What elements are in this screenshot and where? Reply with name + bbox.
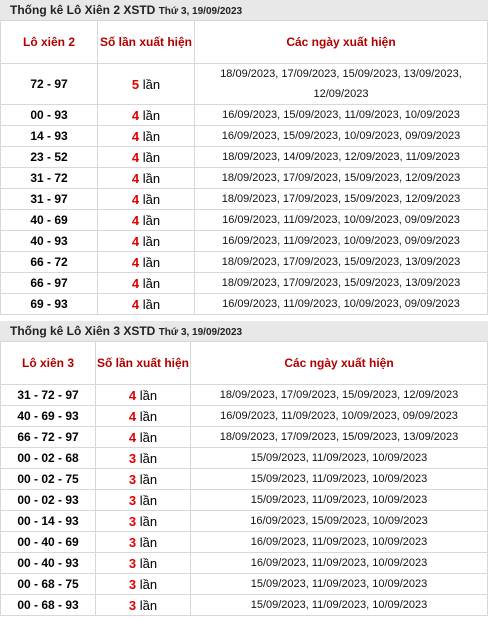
count-number: 4 [128,408,137,424]
section-xien3 [0,321,488,616]
pair-cell: 00 - 02 - 93 [1,490,96,511]
table-xien3 [0,341,488,616]
table-row [1,168,488,189]
count-cell [96,553,191,574]
count-unit: lần [139,555,158,571]
count-number: 3 [128,576,137,592]
count-unit: lần [139,534,158,550]
count-unit: lần [139,597,158,613]
dates-cell: 18/09/2023, 17/09/2023, 15/09/2023, 12/09/2023 [195,168,488,189]
count-number: 4 [131,275,140,291]
header-count: Số lần xuất hiện [96,342,191,385]
pair-cell: 14 - 93 [1,126,98,147]
pair-cell: 40 - 93 [1,231,98,252]
dates-cell: 15/09/2023, 11/09/2023, 10/09/2023 [191,595,488,616]
dates-cell: 16/09/2023, 11/09/2023, 10/09/2023, 09/09/2023 [195,294,488,315]
table-row [1,385,488,406]
count-number: 4 [131,149,140,165]
dates-cell: 15/09/2023, 11/09/2023, 10/09/2023 [191,574,488,595]
dates-cell: 18/09/2023, 17/09/2023, 15/09/2023, 12/09/2023 [191,385,488,406]
table-xien2 [0,20,488,315]
pair-cell: 40 - 69 - 93 [1,406,96,427]
count-cell [96,469,191,490]
pair-cell: 00 - 40 - 69 [1,532,96,553]
pair-cell: 69 - 93 [1,294,98,315]
count-unit: lần [142,149,161,165]
count-unit: lần [142,212,161,228]
section-title-text: Thống kê Lô Xiên 3 XSTD [10,324,156,338]
count-unit: lần [139,513,158,529]
table-row [1,210,488,231]
dates-cell: 16/09/2023, 15/09/2023, 10/09/2023, 09/09/2023 [195,126,488,147]
dates-cell: 18/09/2023, 17/09/2023, 15/09/2023, 12/09/2023 [195,189,488,210]
count-unit: lần [142,191,161,207]
count-number: 4 [131,296,140,312]
count-number: 3 [128,471,137,487]
pair-cell: 00 - 93 [1,105,98,126]
dates-cell: 18/09/2023, 17/09/2023, 15/09/2023, 13/09/2023, 12/09/2023 [195,64,488,105]
count-cell [98,168,195,189]
count-cell [98,147,195,168]
dates-cell: 18/09/2023, 17/09/2023, 15/09/2023, 13/09/2023 [191,427,488,448]
count-unit: lần [142,254,161,270]
table-row [1,595,488,616]
dates-cell: 15/09/2023, 11/09/2023, 10/09/2023 [191,469,488,490]
table-row [1,448,488,469]
count-unit: lần [139,471,158,487]
count-unit: lần [142,76,161,92]
pair-cell: 66 - 72 - 97 [1,427,96,448]
count-number: 4 [128,387,137,403]
count-unit: lần [139,408,158,424]
count-number: 3 [128,597,137,613]
pair-cell: 00 - 02 - 68 [1,448,96,469]
table-row [1,252,488,273]
table-row [1,273,488,294]
count-cell [96,532,191,553]
count-number: 4 [131,212,140,228]
header-pair: Lô xiên 2 [1,21,98,64]
pair-cell: 00 - 14 - 93 [1,511,96,532]
dates-cell: 15/09/2023, 11/09/2023, 10/09/2023 [191,448,488,469]
table-row [1,105,488,126]
pair-cell: 00 - 68 - 93 [1,595,96,616]
table-row [1,406,488,427]
count-cell [98,105,195,126]
count-cell [96,448,191,469]
count-cell [96,385,191,406]
pair-cell: 66 - 72 [1,252,98,273]
header-pair: Lô xiên 3 [1,342,96,385]
count-number: 5 [131,76,140,92]
count-number: 4 [131,254,140,270]
table-row [1,532,488,553]
pair-cell: 23 - 52 [1,147,98,168]
count-cell [98,252,195,273]
dates-cell: 16/09/2023, 11/09/2023, 10/09/2023, 09/09/2023 [195,210,488,231]
count-unit: lần [139,450,158,466]
dates-cell: 16/09/2023, 11/09/2023, 10/09/2023 [191,532,488,553]
count-cell [98,231,195,252]
count-number: 3 [128,555,137,571]
count-unit: lần [139,576,158,592]
count-unit: lần [142,128,161,144]
table-row [1,231,488,252]
table-row [1,553,488,574]
count-unit: lần [142,233,161,249]
count-unit: lần [139,429,158,445]
count-number: 4 [131,170,140,186]
count-cell [96,427,191,448]
pair-cell: 31 - 97 [1,189,98,210]
dates-cell: 16/09/2023, 15/09/2023, 11/09/2023, 10/09/2023 [195,105,488,126]
count-cell [96,490,191,511]
pair-cell: 31 - 72 [1,168,98,189]
header-count: Số lần xuất hiện [98,21,195,64]
count-number: 3 [128,534,137,550]
count-number: 3 [128,450,137,466]
count-number: 3 [128,513,137,529]
pair-cell: 72 - 97 [1,64,98,105]
count-number: 4 [131,191,140,207]
count-cell [96,595,191,616]
count-number: 4 [131,128,140,144]
section-title-text: Thống kê Lô Xiên 2 XSTD [10,3,156,17]
section-subtitle: Thứ 3, 19/09/2023 [158,6,243,17]
count-number: 4 [128,429,137,445]
count-unit: lần [142,275,161,291]
section-subtitle: Thứ 3, 19/09/2023 [158,327,243,338]
table-row [1,490,488,511]
dates-cell: 16/09/2023, 11/09/2023, 10/09/2023 [191,553,488,574]
count-cell [98,273,195,294]
dates-cell: 16/09/2023, 11/09/2023, 10/09/2023, 09/09/2023 [195,231,488,252]
count-unit: lần [139,492,158,508]
count-cell [98,126,195,147]
table-row [1,511,488,532]
pair-cell: 66 - 97 [1,273,98,294]
pair-cell: 00 - 40 - 93 [1,553,96,574]
dates-cell: 16/09/2023, 15/09/2023, 10/09/2023 [191,511,488,532]
dates-cell: 18/09/2023, 17/09/2023, 15/09/2023, 13/09/2023 [195,273,488,294]
count-unit: lần [142,296,161,312]
table-row [1,294,488,315]
count-unit: lần [139,387,158,403]
table-row [1,427,488,448]
count-cell [98,294,195,315]
count-cell [98,189,195,210]
count-unit: lần [142,107,161,123]
table-row [1,469,488,490]
count-cell [98,64,195,105]
table-body-xien3 [1,385,488,616]
dates-cell: 16/09/2023, 11/09/2023, 10/09/2023, 09/09/2023 [191,406,488,427]
count-cell [98,210,195,231]
pair-cell: 31 - 72 - 97 [1,385,96,406]
pair-cell: 00 - 68 - 75 [1,574,96,595]
header-dates: Các ngày xuất hiện [191,342,488,385]
header-dates: Các ngày xuất hiện [195,21,488,64]
table-row [1,64,488,105]
table-row [1,147,488,168]
table-row [1,574,488,595]
dates-cell: 15/09/2023, 11/09/2023, 10/09/2023 [191,490,488,511]
pair-cell: 00 - 02 - 75 [1,469,96,490]
section-title-xien2 [0,0,488,20]
dates-cell: 18/09/2023, 17/09/2023, 15/09/2023, 13/09/2023 [195,252,488,273]
count-number: 4 [131,233,140,249]
table-row [1,189,488,210]
section-title-xien3 [0,321,488,341]
table-row [1,126,488,147]
count-cell [96,511,191,532]
count-number: 4 [131,107,140,123]
count-cell [96,406,191,427]
count-number: 3 [128,492,137,508]
count-unit: lần [142,170,161,186]
count-cell [96,574,191,595]
pair-cell: 40 - 69 [1,210,98,231]
dates-cell: 18/09/2023, 14/09/2023, 12/09/2023, 11/09/2023 [195,147,488,168]
table-body-xien2 [1,64,488,315]
